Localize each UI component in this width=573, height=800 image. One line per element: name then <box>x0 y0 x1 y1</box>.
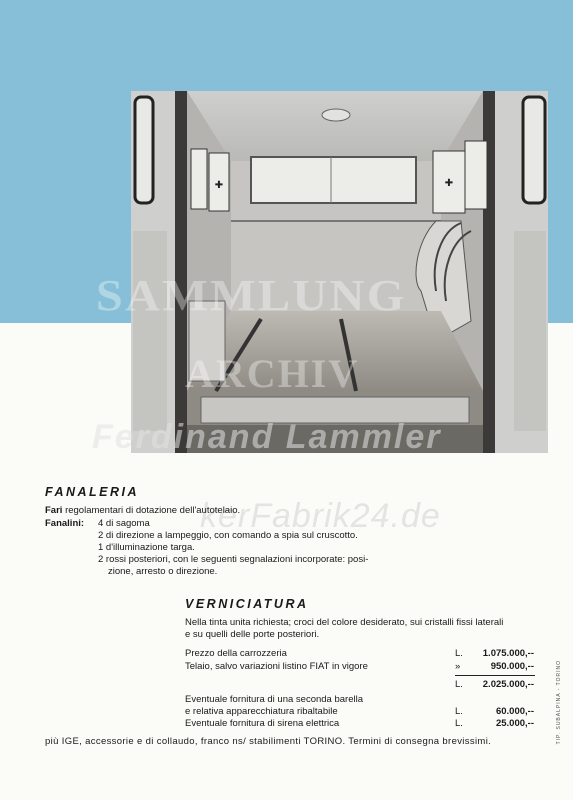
fanalini-line-3: 1 d'illuminazione targa. <box>98 542 195 553</box>
svg-text:✚: ✚ <box>444 178 454 189</box>
fanalini-label: Fanalini: <box>45 518 85 529</box>
watermark-site: kerFabrik24.de <box>200 497 441 535</box>
fari-label: Fari <box>45 505 63 516</box>
footer-terms: più IGE, accessorie e di collaudo, franco ns/ stabilimenti TORINO. Termini di consegna brevissimi. <box>45 736 492 747</box>
sirena-currency: L. <box>455 718 463 729</box>
total-price: 2.025.000,-- <box>482 679 534 690</box>
total-rule <box>455 675 535 676</box>
sirena-label: Eventuale fornitura di sirena elettrica <box>185 718 340 729</box>
total-currency: L. <box>455 679 463 690</box>
svg-text:✚: ✚ <box>214 180 224 191</box>
barella-price: 60.000,-- <box>495 706 534 717</box>
barella-label-1: Eventuale fornitura di una seconda barella <box>185 694 363 705</box>
fanalini-line-1: 4 di sagoma <box>98 518 150 529</box>
verniciatura-heading: VERNICIATURA <box>185 597 309 611</box>
sirena-price: 25.000,-- <box>495 718 534 729</box>
fanaleria-heading: FANALERIA <box>45 485 140 499</box>
barella-currency: L. <box>455 706 463 717</box>
barella-label-2: e relativa apparecchiatura ribaltabile <box>185 706 338 717</box>
carrozzeria-currency: L. <box>455 648 463 659</box>
telaio-currency: » <box>455 661 461 672</box>
fanalini-line-4: 2 rossi posteriori, con le seguenti segnalazioni incorporate: posi- <box>98 554 369 565</box>
carrozzeria-price: 1.075.000,-- <box>482 648 534 659</box>
telaio-price: 950.000,-- <box>490 661 534 672</box>
verniciatura-desc-2: e su quelli delle porte posteriori. <box>185 629 320 640</box>
fari-text: regolamentari di dotazione dell'autotelaio. <box>65 505 241 516</box>
fanalini-line-5: zione, arresto o direzione. <box>108 566 218 577</box>
printer-credit: TIP. SUBALPINA - TORINO <box>556 660 562 745</box>
watermark-archiv: ARCHIV <box>185 351 360 396</box>
carrozzeria-label: Prezzo della carrozzeria <box>185 648 287 659</box>
telaio-label: Telaio, salvo variazioni listino FIAT in vigore <box>185 661 368 672</box>
fari-line <box>45 505 240 517</box>
fanalini-line-2: 2 di direzione a lampeggio, con comando a spia sul cruscotto. <box>98 530 358 541</box>
watermark-name: Ferdinand Lammler <box>92 418 442 456</box>
watermark-sammlung: SAMMLUNG <box>95 271 407 320</box>
verniciatura-desc-1: Nella tinta unita richiesta; croci del colore desiderato, sui cristalli fissi laterali <box>185 617 504 628</box>
